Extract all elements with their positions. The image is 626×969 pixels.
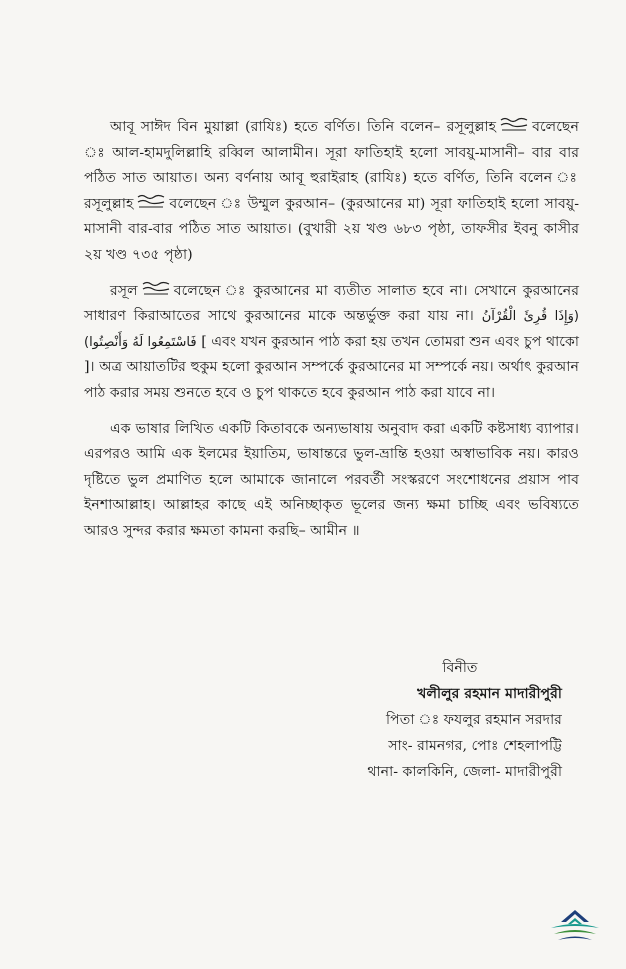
- salawat-calligraphy-icon: [499, 115, 529, 133]
- signature-closing: বিনীত: [442, 660, 478, 676]
- paragraph-3: [84, 417, 579, 545]
- paragraph-text: এক ভাষার লিখিত একটি কিতাবকে অন্যভাষায় অনুবাদ করা একটি কষ্টসাধ্য ব্যাপার। এরপরও আমি এক ইলমের ইয়াতিম, ভাষান্তরে ভুল-ভ্রান্তি হওয়া অস্বাভাবিক নয়। কারও দৃষ্টিতে ভুল প্রমাণিত হলে আমাকে জানালে পরবর্তী সংস্করণে সংশোধনের প্রয়াস পাব ইনশাআল্লাহ। আল্লাহর কাছে এই অনিচ্ছাকৃত ভূলের জন্য ক্ষমা চাচ্ছি এবং ভবিষ্যতে আরও সুন্দর করার ক্ষমতা কামনা করছি– আমীন ॥: [84, 420, 579, 539]
- paragraph-text: আবূ সাঈদ বিন মুয়াল্লা (রাযিঃ) হতে বর্ণিত। তিনি বলেন– রসূলুল্লাহ: [110, 119, 497, 135]
- salawat-calligraphy-icon: [136, 192, 166, 210]
- signature-block: [302, 655, 562, 785]
- father-name: পিতা ঃ ফযলুর রহমান সরদার: [386, 712, 562, 728]
- address-village: সাং- রামনগর, পোঃ শেহলাপট্টি: [388, 738, 562, 754]
- address-district: থানা- কালকিনি, জেলা- মাদারীপুরী: [367, 764, 562, 780]
- author-name: খলীলুর রহমান মাদারীপুরী: [417, 686, 562, 702]
- paragraph-text: রসূল: [110, 282, 138, 299]
- page-body: [84, 115, 579, 555]
- publisher-logo-icon: [548, 908, 602, 944]
- salawat-calligraphy-icon: [141, 279, 171, 297]
- paragraph-text: বলেছেন ঃ আল-হামদুলিল্লাহি রব্বিল আলামীন। সূরা ফাতিহাই হলো সাবয়ু-মাসানী– বার বার পঠিত সাত আয়াত। অন্য বর্ণনায় আবূ হুরাইরাহ (রাযিঃ) হতে বর্ণিত, তিনি বলেন ঃ রসূলুল্লাহ: [84, 119, 579, 212]
- arabic-verse: (وَإِذَا قُرِئَ الْقُرْآنُ فَاسْتَمِعُوا لَهُ وَأَنْصِتُوا): [84, 309, 580, 350]
- paragraph-1: [84, 115, 579, 269]
- paragraph-text: বলেছেন ঃ উম্মুল কুরআন– (কুরআনের মা) সূরা ফাতিহাই হলো সাবয়ু-মাসানী বার-বার পঠিত সাত আয়াত। (বুখারী ২য় খণ্ড ৬৮৩ পৃষ্ঠা, তাফসীর ইবনু কাসীর ২য় খণ্ড ৭৩৫ পৃষ্ঠা): [84, 195, 579, 263]
- paragraph-2: [84, 279, 579, 407]
- paragraph-text: বলেছেন ঃ কুরআনের মা ব্যতীত সালাত হবে না। সেখানে কুরআনের সাধারণ কিরাআতের সাথে কুরআনের মাকে অন্তর্ভুক্ত করা যায় না।: [84, 282, 579, 325]
- paragraph-text: [ এবং যখন কুরআন পাঠ করা হয় তখন তোমরা শুন এবং চুপ থাকো ]। অত্র আয়াতটির হুকুম হলো কুরআন সম্পর্কে কুরআনের মা সম্পর্কে নয়। অর্থাৎ কুরআন পাঠ করার সময় শুনতে হবে ও চুপ থাকতে হবে কুরআন পাঠ করা যাবে না।: [84, 333, 580, 401]
